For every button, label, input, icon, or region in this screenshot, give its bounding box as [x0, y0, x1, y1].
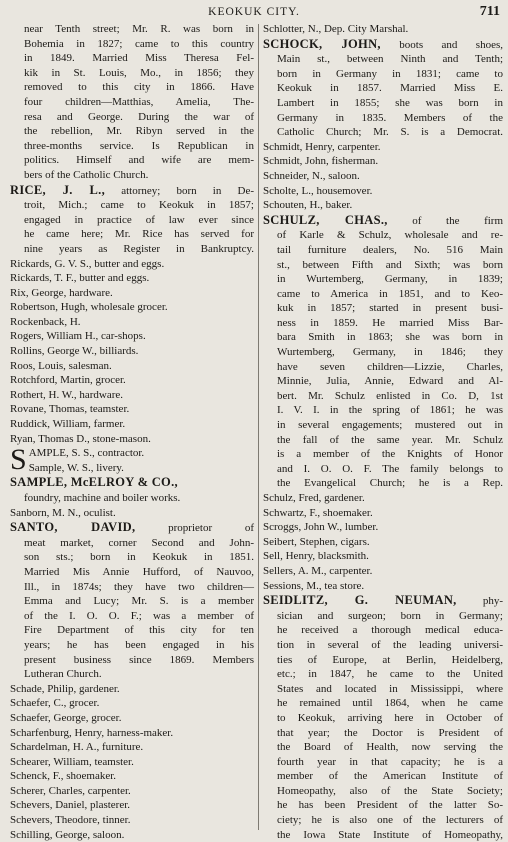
line-text: Schmidt, Henry, carpenter. [263, 140, 381, 153]
line-text: he came here; Mr. Rice has served for [24, 228, 254, 241]
line-text: have seven children—Lizzie, Charles, [277, 360, 503, 373]
text-line [263, 360, 503, 375]
text-line [263, 169, 503, 184]
text-line [263, 67, 503, 82]
line-text: Emma and Lucy; Mr. S. is a member [24, 595, 254, 608]
text-line [10, 286, 254, 301]
line-text: the fall of the same year. Mr. Schulz [277, 433, 503, 446]
line-text: kik in St. Louis, Mo., in 1856; they [24, 66, 254, 79]
text-line [10, 506, 254, 521]
entry-heading-line [263, 37, 503, 53]
text-line [263, 111, 503, 126]
line-text: Schilling, George, saloon. [10, 828, 125, 841]
running-head [0, 4, 508, 22]
line-text: Schwartz, F., shoemaker. [263, 506, 373, 519]
text-line [263, 609, 503, 624]
text-line [263, 682, 503, 697]
line-text: Rix, George, hardware. [10, 286, 113, 299]
text-line [263, 433, 503, 448]
line-text: Sample, W. S., livery. [28, 461, 124, 474]
text-line [10, 536, 254, 551]
line-text: and I. O. O. F. The family belongs to [277, 462, 503, 475]
line-text: of the firm [412, 214, 504, 227]
line-text: nine years as Register in Bankruptcy. [24, 242, 254, 255]
text-line [263, 52, 503, 67]
text-line [10, 740, 254, 755]
text-line [263, 506, 503, 521]
line-text: Schenck, F., shoemaker. [10, 770, 117, 783]
text-line [263, 22, 503, 37]
line-text: Rickards, G. V. S., butter and eggs. [10, 257, 165, 270]
entry-name: SEIDLITZ, G. NEUMAN, [263, 593, 457, 608]
text-line [10, 227, 254, 242]
line-text: Married Mis Annie Hufford, of Nauvoo, [24, 565, 254, 578]
line-text: Rickards, T. F., butter and eggs. [10, 272, 150, 285]
text-line [263, 755, 503, 770]
text-line [263, 667, 503, 682]
line-text: Scroggs, John W., lumber. [263, 521, 379, 534]
entry-heading-line [10, 520, 254, 536]
line-text: st., between Fifth and Sixth; was born [277, 258, 503, 271]
column-divider [258, 24, 259, 830]
entry-heading-line [263, 593, 503, 609]
text-line [263, 154, 503, 169]
line-text: Homeopathy, also of the State Society; [277, 784, 503, 797]
line-text: Schardelman, H. A., furniture. [10, 741, 144, 754]
text-line [10, 37, 254, 52]
line-text: the Evangelical Church; he is a Rep. [277, 477, 503, 490]
line-text: four children—Matthias, Amelia, The- [24, 95, 254, 108]
entry-name: SCHULZ, CHAS., [263, 212, 388, 227]
entry-name: SANTO, DAVID, [10, 520, 136, 535]
line-text: kuk in 1857; started in present busi- [277, 302, 503, 315]
text-line [263, 491, 503, 506]
line-text: Bohemia in 1827; came to this country [24, 37, 254, 50]
text-line [263, 476, 503, 491]
line-text: Sessions, M., tea store. [263, 579, 365, 592]
text-line [10, 550, 254, 565]
text-line [10, 565, 254, 580]
text-line [10, 95, 254, 110]
line-text: Sanborn, M. N., oculist. [10, 506, 116, 519]
line-text: phy- [482, 595, 504, 608]
line-text: Schulz, Fred, gardener. [263, 492, 365, 504]
text-line [263, 301, 503, 316]
text-line [263, 258, 503, 273]
text-line [263, 389, 503, 404]
line-text: of Karle & Schulz, wholesale and re- [277, 229, 503, 242]
text-line [10, 623, 254, 638]
text-line [263, 711, 503, 726]
line-text: Schaefer, C., grocer. [10, 697, 100, 710]
text-line [263, 140, 503, 155]
line-text: Scherer, Charles, carpenter. [10, 784, 131, 797]
line-text: politics. Himself and wife are mem- [24, 154, 254, 167]
line-text: to Keokuk, arriving here in October of [277, 711, 503, 724]
line-text: I. V. I. in the spring of 1861; he was [277, 404, 503, 417]
line-text: ties of Europe, at Berlin, Heidelberg, [277, 653, 503, 666]
line-text: the Board of Health, now serving the [277, 741, 503, 754]
text-line [10, 813, 254, 828]
page-number: 711 [479, 4, 500, 19]
text-line [263, 798, 503, 813]
line-text: ness in 1859. He married Miss Bar- [277, 316, 503, 329]
line-text: Rockenback, H. [10, 315, 81, 328]
text-line [10, 300, 254, 315]
line-text: Schevers, Theodore, tinner. [10, 814, 131, 827]
line-text: in several engagements; mustered out in [277, 419, 503, 432]
line-text: Germany in 1835. Members of the [277, 111, 503, 124]
text-line [10, 198, 254, 213]
text-line [263, 403, 503, 418]
text-line [10, 828, 254, 842]
line-text: Schneider, N., saloon. [263, 169, 360, 182]
line-text: etc.; in 1847, he came to the United [277, 668, 503, 681]
text-line [10, 344, 254, 359]
text-line [10, 682, 254, 697]
text-line [10, 638, 254, 653]
text-line [263, 726, 503, 741]
line-text: born in Germany in 1831; came to [277, 67, 503, 80]
text-line [263, 769, 503, 784]
text-line [263, 653, 503, 668]
text-line [10, 696, 254, 711]
line-text: near Tenth street; Mr. R. was born in [24, 23, 254, 35]
line-text: ciety; he is also one of the lecturers of [277, 814, 503, 827]
text-line [263, 549, 503, 564]
line-text: in Wurtemberg, Germany, in 1839; [277, 273, 503, 286]
line-text: came to America in 1851, and to Keo- [277, 287, 503, 300]
entry-name: RICE, J. L., [10, 182, 106, 197]
text-line [10, 66, 254, 81]
line-text: he has been President of the latter So- [277, 799, 503, 812]
line-text: Sellers, A. M., carpenter. [263, 564, 373, 577]
right-column [263, 22, 504, 841]
text-line [10, 373, 254, 388]
text-line [263, 374, 503, 389]
line-text: he remained until 1864, when he came [277, 697, 503, 710]
text-line [263, 696, 503, 711]
text-line [263, 198, 503, 213]
text-line [263, 813, 503, 828]
line-text: Scholte, L., housemover. [263, 184, 373, 197]
line-text: Robertson, Hugh, wholesale grocer. [10, 301, 168, 314]
line-text: meat market, corner Second and John- [24, 536, 254, 549]
text-line [10, 711, 254, 726]
text-line [10, 271, 254, 286]
text-line [263, 784, 503, 799]
line-text: years; he has been engaged in his [24, 638, 254, 651]
text-line [10, 798, 254, 813]
entry-heading-line [10, 475, 254, 491]
text-line [263, 462, 503, 477]
text-line [10, 491, 254, 506]
line-text: Scharfenburg, Henry, harness-maker. [10, 726, 174, 739]
line-text: Rogers, William H., car-shops. [10, 330, 146, 343]
line-text: Minnie, Julia, Annie, Edward and Al- [277, 375, 503, 388]
line-text: Main st., between Ninth and Tenth; [277, 53, 503, 66]
running-title: KEOKUK CITY. [208, 6, 300, 18]
line-text: resa and George. During the war of [24, 110, 254, 123]
line-text: the Iowa State Institute of Homeopathy, [277, 828, 503, 841]
text-line [10, 22, 254, 37]
line-text: Ill., in 1874s; they have two children— [24, 580, 254, 593]
text-line [10, 153, 254, 168]
left-column [10, 22, 254, 841]
text-line [263, 345, 503, 360]
line-text: member of the American Institute of [277, 770, 503, 783]
text-line [10, 755, 254, 770]
line-text: Schearer, William, teamster. [10, 755, 134, 768]
entry-name: SCHOCK, JOHN, [263, 36, 381, 51]
line-text: Catholic Church; Mr. S. is a Democrat. [277, 126, 503, 139]
text-line [10, 653, 254, 668]
line-text: tion in several of the leading universi- [277, 638, 503, 651]
text-line [10, 124, 254, 139]
text-line [263, 579, 503, 594]
line-text: removed to this city in 1866. Have [24, 81, 254, 94]
text-line [263, 184, 503, 199]
text-line [10, 80, 254, 95]
line-text: Rothert, H. W., hardware. [10, 388, 124, 401]
line-text: Schevers, Daniel, plasterer. [10, 799, 131, 812]
line-text: foundry, machine and boiler works. [24, 492, 181, 504]
text-line [10, 461, 254, 476]
line-text: Schaefer, George, grocer. [10, 711, 122, 724]
line-text: of the I. O. O. F.; was a member of [24, 609, 254, 622]
line-text: Keokuk in 1857. Married Miss E. [277, 82, 503, 95]
text-line [10, 580, 254, 595]
text-line [263, 272, 503, 287]
text-line [263, 316, 503, 331]
text-line [10, 609, 254, 624]
text-line [263, 243, 503, 258]
entry-heading-line [10, 183, 254, 199]
line-text: tail furniture dealers, No. 516 Main [277, 243, 503, 256]
text-line [263, 638, 503, 653]
text-line [263, 564, 503, 579]
text-line [10, 388, 254, 403]
line-text: Sell, Henry, blacksmith. [263, 550, 369, 563]
text-line [10, 329, 254, 344]
text-line [10, 315, 254, 330]
line-text: Roos, Louis, salesman. [10, 359, 112, 372]
line-text: is a member of the Knights of Honor [277, 448, 503, 461]
line-text: attorney; born in De- [121, 184, 254, 197]
line-text: Rollins, George W., billiards. [10, 345, 139, 358]
line-text: Schade, Philip, gardener. [10, 682, 120, 695]
text-line [263, 623, 503, 638]
text-line [263, 228, 503, 243]
text-line [10, 168, 254, 183]
text-line [263, 330, 503, 345]
line-text: son sts.; born in Keokuk in 1851. [24, 551, 254, 564]
line-text: Schlotter, N., Dep. City Marshal. [263, 23, 409, 35]
drop-cap: S [10, 443, 27, 477]
line-text: Schmidt, John, fisherman. [263, 155, 379, 168]
entry-name: SAMPLE, McELROY & CO., [10, 475, 178, 490]
text-line [10, 110, 254, 125]
text-line [10, 139, 254, 154]
text-line [263, 535, 503, 550]
text-line [10, 51, 254, 66]
text-line [263, 81, 503, 96]
line-text: Fire Department of this city for ten [24, 624, 254, 637]
text-line [263, 287, 503, 302]
line-text: Lambert in 1855; she was born in [277, 96, 503, 109]
line-text: boots and shoes, [399, 38, 503, 51]
text-line [10, 242, 254, 257]
line-text: engaged in practice of law ever since [24, 213, 254, 226]
line-text: States and located in Mississippi, where [277, 682, 503, 695]
text-line [10, 359, 254, 374]
text-line [263, 418, 503, 433]
text-line [10, 257, 254, 272]
line-text: Ruddick, William, farmer. [10, 418, 126, 431]
line-text: that year; the Doctor is President of [277, 726, 503, 739]
text-line [10, 667, 254, 682]
text-line [10, 417, 254, 432]
text-line [10, 726, 254, 741]
line-text: he received a thorough medical educa- [277, 624, 503, 637]
text-line [10, 213, 254, 228]
line-text: Rotchford, Martin, grocer. [10, 374, 126, 387]
line-text: present business since 1869. Members [24, 653, 254, 666]
text-line [263, 447, 503, 462]
text-line [263, 740, 503, 755]
line-text: Wurtemberg, Germany, in 1846; they [277, 346, 503, 359]
line-text: Rovane, Thomas, teamster. [10, 403, 130, 416]
text-line [10, 784, 254, 799]
line-text: bers of the Catholic Church. [24, 168, 149, 181]
text-line [10, 402, 254, 417]
line-text: Lutheran Church. [24, 668, 102, 681]
line-text: in 1849. Married Miss Theresa Fel- [24, 52, 254, 65]
line-text: Ryan, Thomas D., stone-mason. [10, 432, 151, 445]
line-text: proprietor of [168, 522, 254, 535]
text-line [10, 594, 254, 609]
line-text: bert. Mr. Schulz enlisted in Co. D, 1st [277, 389, 503, 402]
text-line [263, 520, 503, 535]
text-line [263, 96, 503, 111]
line-text: the rebellion, Mr. Ribyn served in the [24, 125, 254, 138]
text-line [10, 432, 254, 447]
entry-heading-line [263, 213, 503, 229]
text-line [263, 828, 503, 842]
line-text: Schouten, H., baker. [263, 199, 353, 212]
text-line [10, 769, 254, 784]
text-line [263, 125, 503, 140]
line-text: troit, Mich.; came to Keokuk in 1857; [24, 199, 254, 212]
line-text: bara Smith in 1863; she was born in [277, 331, 503, 344]
line-text: Seibert, Stephen, cigars. [263, 535, 370, 548]
line-text: sician and surgeon; born in Germany; [277, 609, 503, 622]
line-text: fourth year in that capacity; he is a [277, 755, 503, 768]
line-text: three-months service. Is Republican in [24, 139, 254, 152]
line-text: AMPLE, S. S., contractor. [28, 447, 145, 460]
